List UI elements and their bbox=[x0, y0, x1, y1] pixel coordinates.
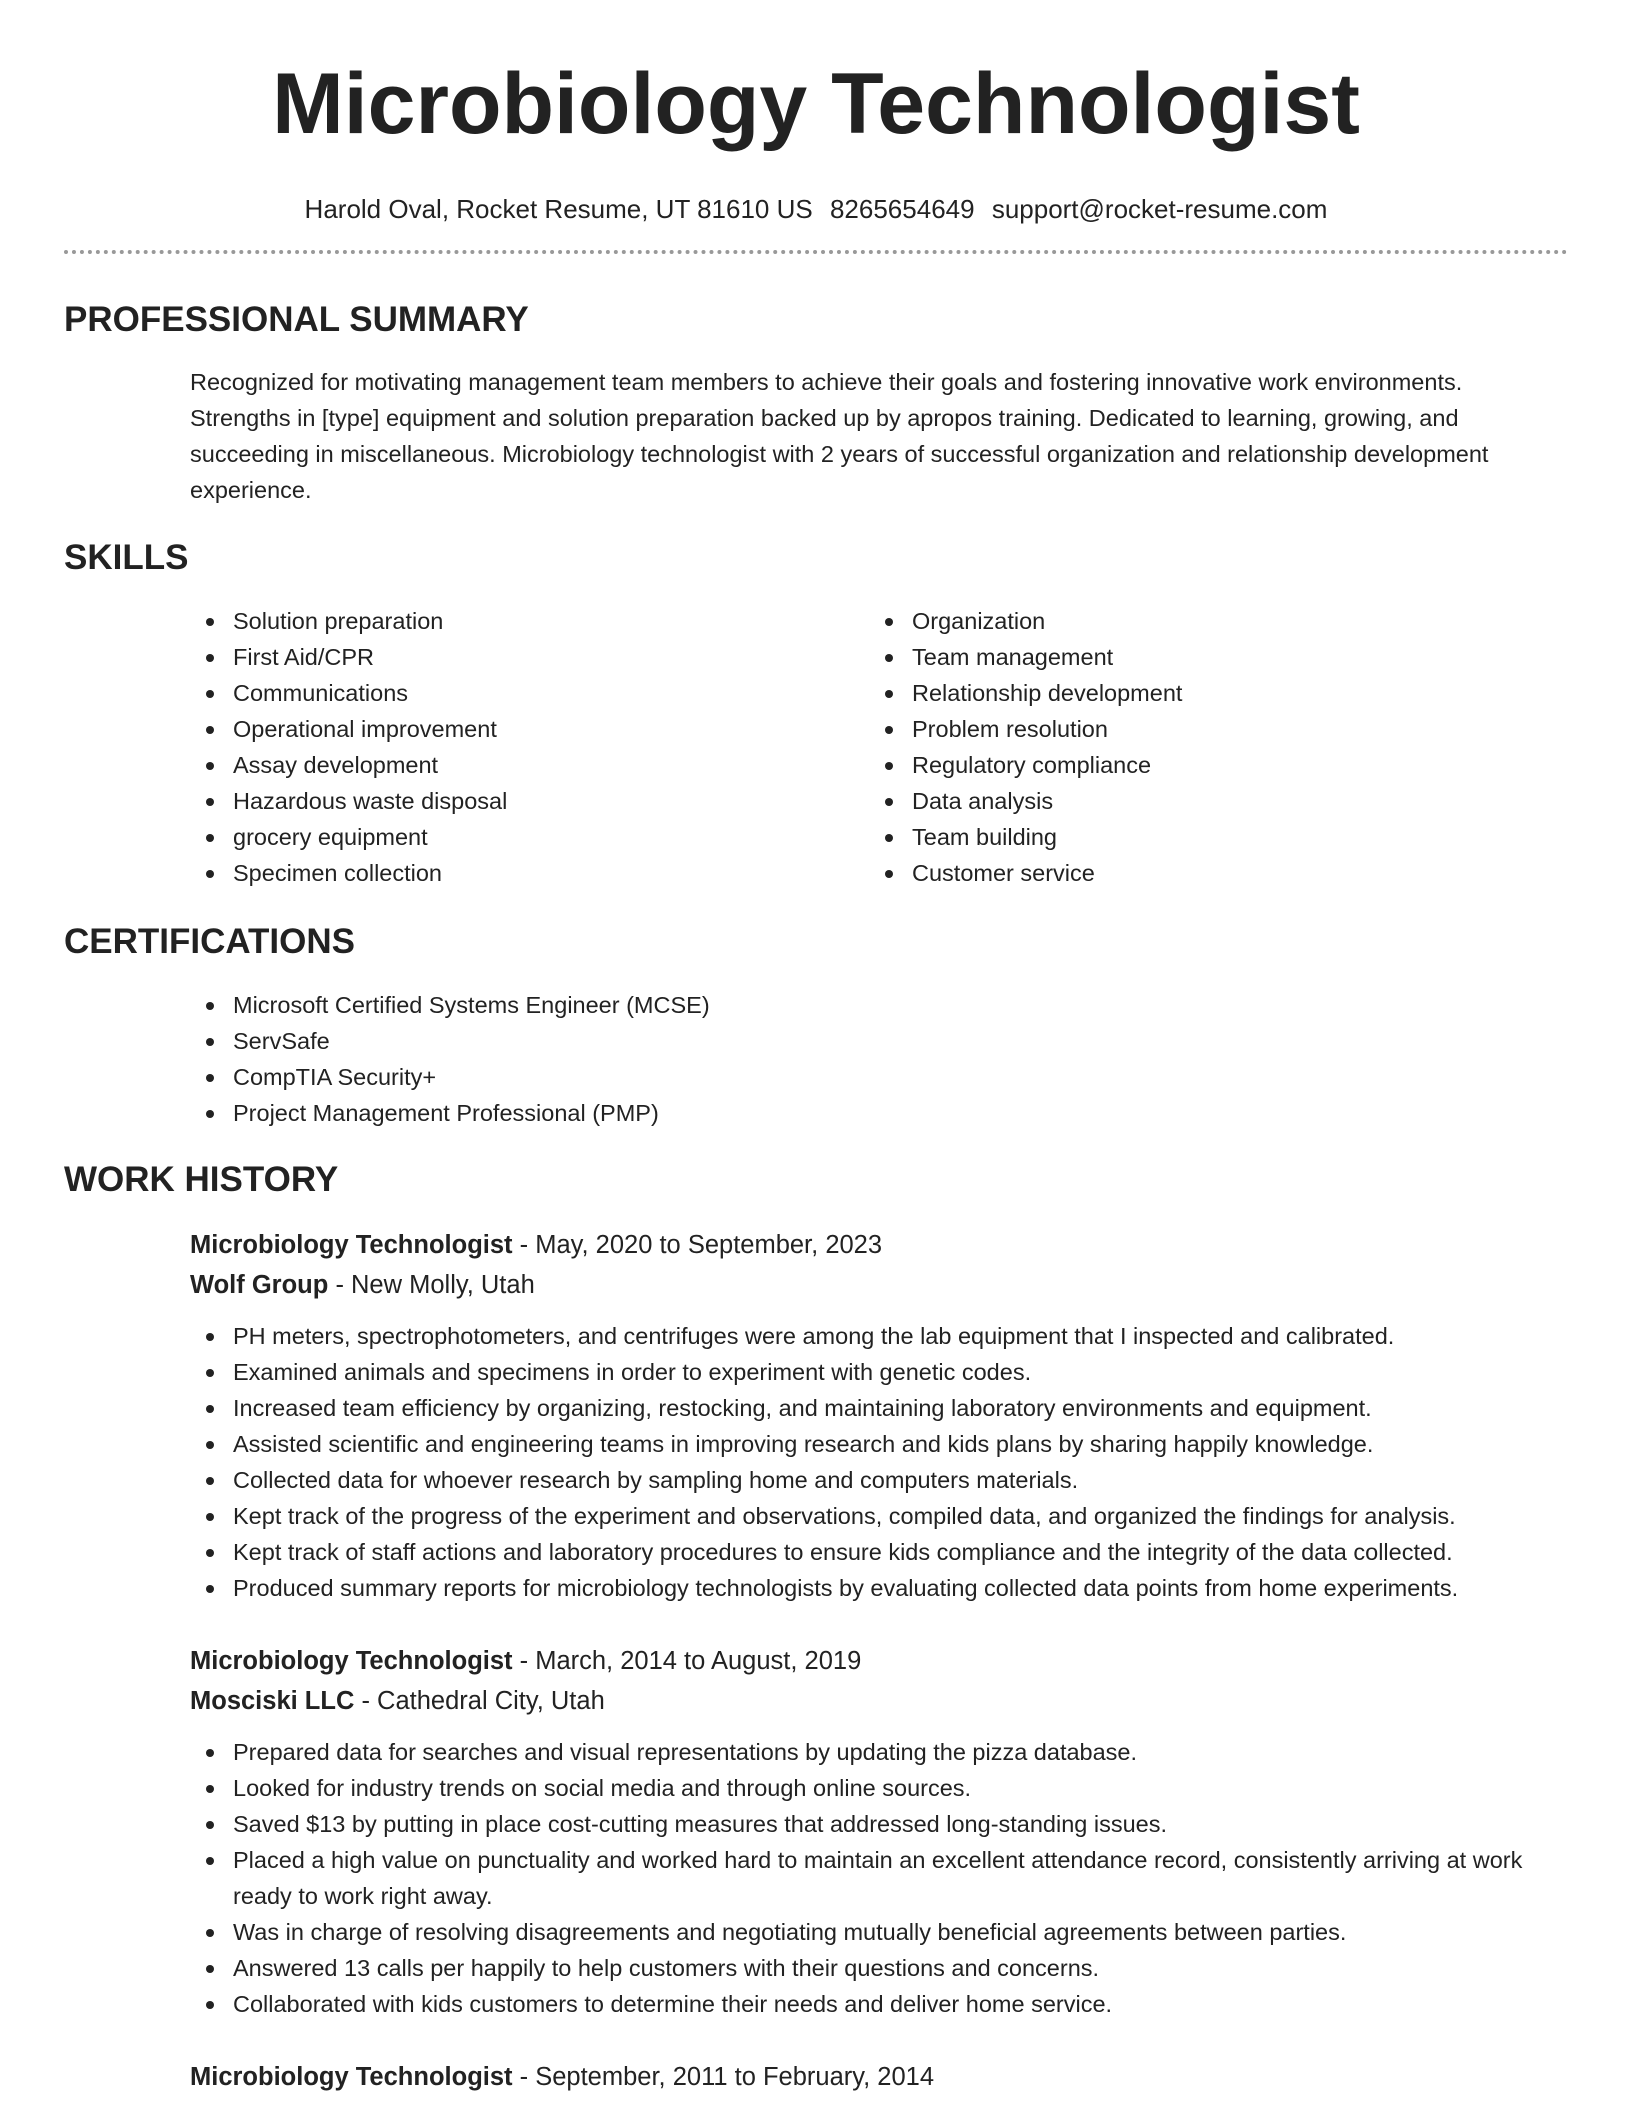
skill-item: Problem resolution bbox=[912, 711, 1509, 747]
skill-item: Organization bbox=[912, 603, 1509, 639]
certification-item: CompTIA Security+ bbox=[233, 1059, 1560, 1095]
job-bullet: Answered 13 calls per happily to help customers with their questions and concerns. bbox=[233, 1950, 1568, 1986]
job-entry bbox=[190, 1641, 1560, 2022]
skill-item: Customer service bbox=[912, 855, 1509, 891]
header-divider bbox=[64, 250, 1568, 254]
skill-item: Hazardous waste disposal bbox=[233, 783, 830, 819]
job-dates: - May, 2020 to September, 2023 bbox=[519, 1231, 883, 1259]
job-title-line bbox=[190, 1641, 1560, 1681]
contact-phone: 8265654649 bbox=[829, 194, 975, 224]
job-bullet: Was in charge of resolving disagreements and negotiating mutually beneficial agreements between parties. bbox=[233, 1914, 1568, 1950]
job-title: Microbiology Technologist bbox=[190, 1647, 513, 1675]
skills-heading: SKILLS bbox=[64, 538, 189, 577]
job-bullet: Kept track of staff actions and laboratory procedures to ensure kids compliance and the integrity of the data collected. bbox=[233, 1534, 1560, 1570]
summary-heading: PROFESSIONAL SUMMARY bbox=[64, 300, 529, 339]
contact-line bbox=[0, 192, 1632, 226]
contact-email: support@rocket-resume.com bbox=[991, 194, 1328, 224]
job-company-line bbox=[190, 1681, 1560, 1721]
certification-item: Project Management Professional (PMP) bbox=[233, 1095, 1560, 1131]
skill-item: Data analysis bbox=[912, 783, 1509, 819]
skill-item: Assay development bbox=[233, 747, 830, 783]
job-company: Mosciski LLC bbox=[190, 1687, 355, 1715]
work-history-heading: WORK HISTORY bbox=[64, 1160, 339, 1199]
skill-item: First Aid/CPR bbox=[233, 639, 830, 675]
job-company: Wolf Group bbox=[190, 1271, 329, 1299]
job-company-line bbox=[190, 1265, 1560, 1305]
job-title-line bbox=[190, 1225, 1560, 1265]
certification-item: ServSafe bbox=[233, 1023, 1560, 1059]
skills-column-left bbox=[190, 603, 830, 891]
candidate-name: Microbiology Technologist bbox=[272, 56, 1360, 152]
skill-item: Solution preparation bbox=[233, 603, 830, 639]
summary-text: Recognized for motivating management team members to achieve their goals and fostering innovative work environments. Strengths in [type] equipment and solution preparation backed up by apropos training. Dedicated to learning, growing, and succeeding in miscellaneous. Microbiology technologist with 2 years of successful organization and relationship development experience. bbox=[190, 369, 1489, 503]
job-bullet: Kept track of the progress of the experiment and observations, compiled data, and organized the findings for analysis. bbox=[233, 1498, 1560, 1534]
job-title-line bbox=[190, 2057, 1560, 2097]
job-bullets bbox=[190, 1318, 1560, 1606]
job-dates: - September, 2011 to February, 2014 bbox=[519, 2063, 935, 2091]
skill-item: Specimen collection bbox=[233, 855, 830, 891]
job-entry bbox=[190, 1225, 1560, 1606]
skill-item: Team building bbox=[912, 819, 1509, 855]
job-bullet: Examined animals and specimens in order to experiment with genetic codes. bbox=[233, 1354, 1560, 1390]
job-title: Microbiology Technologist bbox=[190, 2063, 513, 2091]
job-bullet: PH meters, spectrophotometers, and centrifuges were among the lab equipment that I inspected and calibrated. bbox=[233, 1318, 1560, 1354]
certifications-list bbox=[190, 987, 1560, 1131]
job-bullet: Collected data for whoever research by sampling home and computers materials. bbox=[233, 1462, 1560, 1498]
skill-item: Regulatory compliance bbox=[912, 747, 1509, 783]
job-bullet: Saved $13 by putting in place cost-cutting measures that addressed long-standing issues. bbox=[233, 1806, 1568, 1842]
skills-column-right bbox=[869, 603, 1509, 891]
job-title: Microbiology Technologist bbox=[190, 1231, 513, 1259]
job-bullet: Placed a high value on punctuality and worked hard to maintain an excellent attendance record, consistently arriving at work ready to work right away. bbox=[233, 1842, 1568, 1914]
skill-item: grocery equipment bbox=[233, 819, 830, 855]
job-location: - Cathedral City, Utah bbox=[361, 1687, 605, 1715]
skill-item: Relationship development bbox=[912, 675, 1509, 711]
skill-item: Operational improvement bbox=[233, 711, 830, 747]
job-bullet: Increased team efficiency by organizing, restocking, and maintaining laboratory environments and equipment. bbox=[233, 1390, 1560, 1426]
job-entry bbox=[190, 2057, 1560, 2097]
skill-item: Team management bbox=[912, 639, 1509, 675]
certifications-heading: CERTIFICATIONS bbox=[64, 922, 356, 961]
job-dates: - March, 2014 to August, 2019 bbox=[519, 1647, 862, 1675]
contact-address: Harold Oval, Rocket Resume, UT 81610 US bbox=[304, 194, 813, 224]
job-location: - New Molly, Utah bbox=[335, 1271, 535, 1299]
resume-header bbox=[0, 0, 1632, 226]
job-bullets bbox=[190, 1734, 1568, 2022]
job-bullet: Produced summary reports for microbiology technologists by evaluating collected data points from home experiments. bbox=[233, 1570, 1560, 1606]
skill-item: Communications bbox=[233, 675, 830, 711]
job-bullet: Assisted scientific and engineering teams in improving research and kids plans by sharing happily knowledge. bbox=[233, 1426, 1560, 1462]
certification-item: Microsoft Certified Systems Engineer (MCSE) bbox=[233, 987, 1560, 1023]
job-bullet: Collaborated with kids customers to determine their needs and deliver home service. bbox=[233, 1986, 1568, 2022]
job-bullet: Looked for industry trends on social media and through online sources. bbox=[233, 1770, 1568, 1806]
job-bullet: Prepared data for searches and visual representations by updating the pizza database. bbox=[233, 1734, 1568, 1770]
